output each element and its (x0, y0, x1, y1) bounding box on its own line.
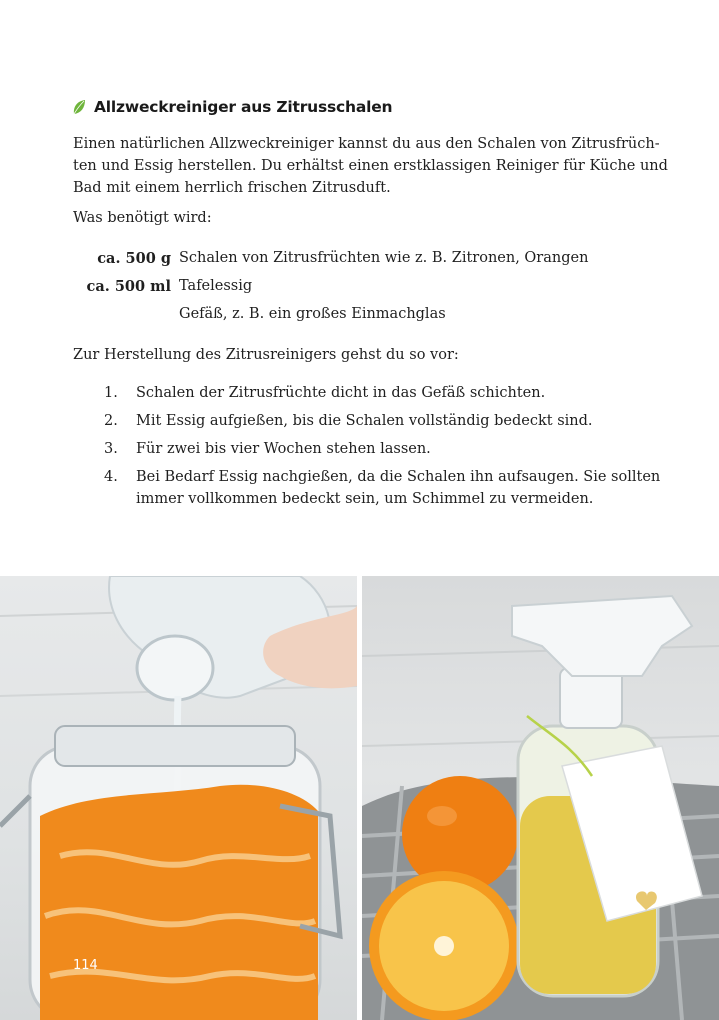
pouring-illustration (0, 576, 357, 1020)
spray-bottle-illustration (362, 576, 719, 1020)
ingredient-quantity: ca. 500 g (97, 249, 171, 267)
step-text (136, 466, 664, 510)
photo-spray-bottle (362, 576, 719, 1020)
step-text (136, 382, 664, 404)
step-line: Schalen der Zitrusfrüchte dicht in das Gefäß schichten. (136, 385, 546, 401)
ingredient-item: Schalen von Zitrusfrüchten wie z. B. Zitronen, Orangen (179, 250, 589, 266)
photo-pouring-vinegar (0, 576, 357, 1020)
method-label: Zur Herstellung des Zitrusreinigers gehst du so vor: (73, 347, 459, 363)
ingredient-item: Gefäß, z. B. ein großes Einmachglas (179, 306, 446, 322)
step-number: 4. (104, 469, 118, 485)
step-line: Bei Bedarf Essig nachgießen, da die Schalen ihn aufsaugen. Sie sollten (136, 469, 661, 485)
step-text (136, 410, 664, 432)
step-list (104, 382, 664, 516)
step-number: 2. (104, 413, 118, 429)
step-line: Für zwei bis vier Wochen stehen lassen. (136, 441, 431, 457)
intro-line: ten und Essig herstellen. Du erhältst einen erstklassigen Reiniger für Küche und (73, 158, 668, 174)
step-line: immer vollkommen bedeckt sein, um Schimmel zu vermeiden. (136, 491, 594, 507)
ingredient-item: Tafelessig (179, 278, 253, 294)
step-item (104, 410, 664, 432)
step-line: Mit Essig aufgießen, bis die Schalen vollständig bedeckt sind. (136, 413, 593, 429)
leaf-icon (72, 99, 86, 115)
step-item (104, 438, 664, 460)
section-heading (72, 98, 392, 116)
step-number: 1. (104, 385, 118, 401)
step-item (104, 382, 664, 404)
ingredient-list (73, 244, 633, 328)
intro-line: Bad mit einem herrlich frischen Zitrusduft. (73, 180, 391, 196)
step-number: 3. (104, 441, 118, 457)
intro-paragraph (73, 133, 668, 199)
ingredient-row (73, 300, 633, 328)
step-text (136, 438, 664, 460)
ingredient-row (73, 272, 633, 300)
ingredient-quantity: ca. 500 ml (86, 277, 171, 295)
ingredient-row (73, 244, 633, 272)
step-item (104, 466, 664, 510)
page-number: 114 (73, 958, 98, 973)
heading-title: Allzweckreiniger aus Zitrusschalen (94, 98, 393, 116)
needed-label: Was benötigt wird: (73, 210, 212, 226)
intro-line: Einen natürlichen Allzweckreiniger kannst du aus den Schalen von Zitrusfrüch- (73, 136, 660, 152)
